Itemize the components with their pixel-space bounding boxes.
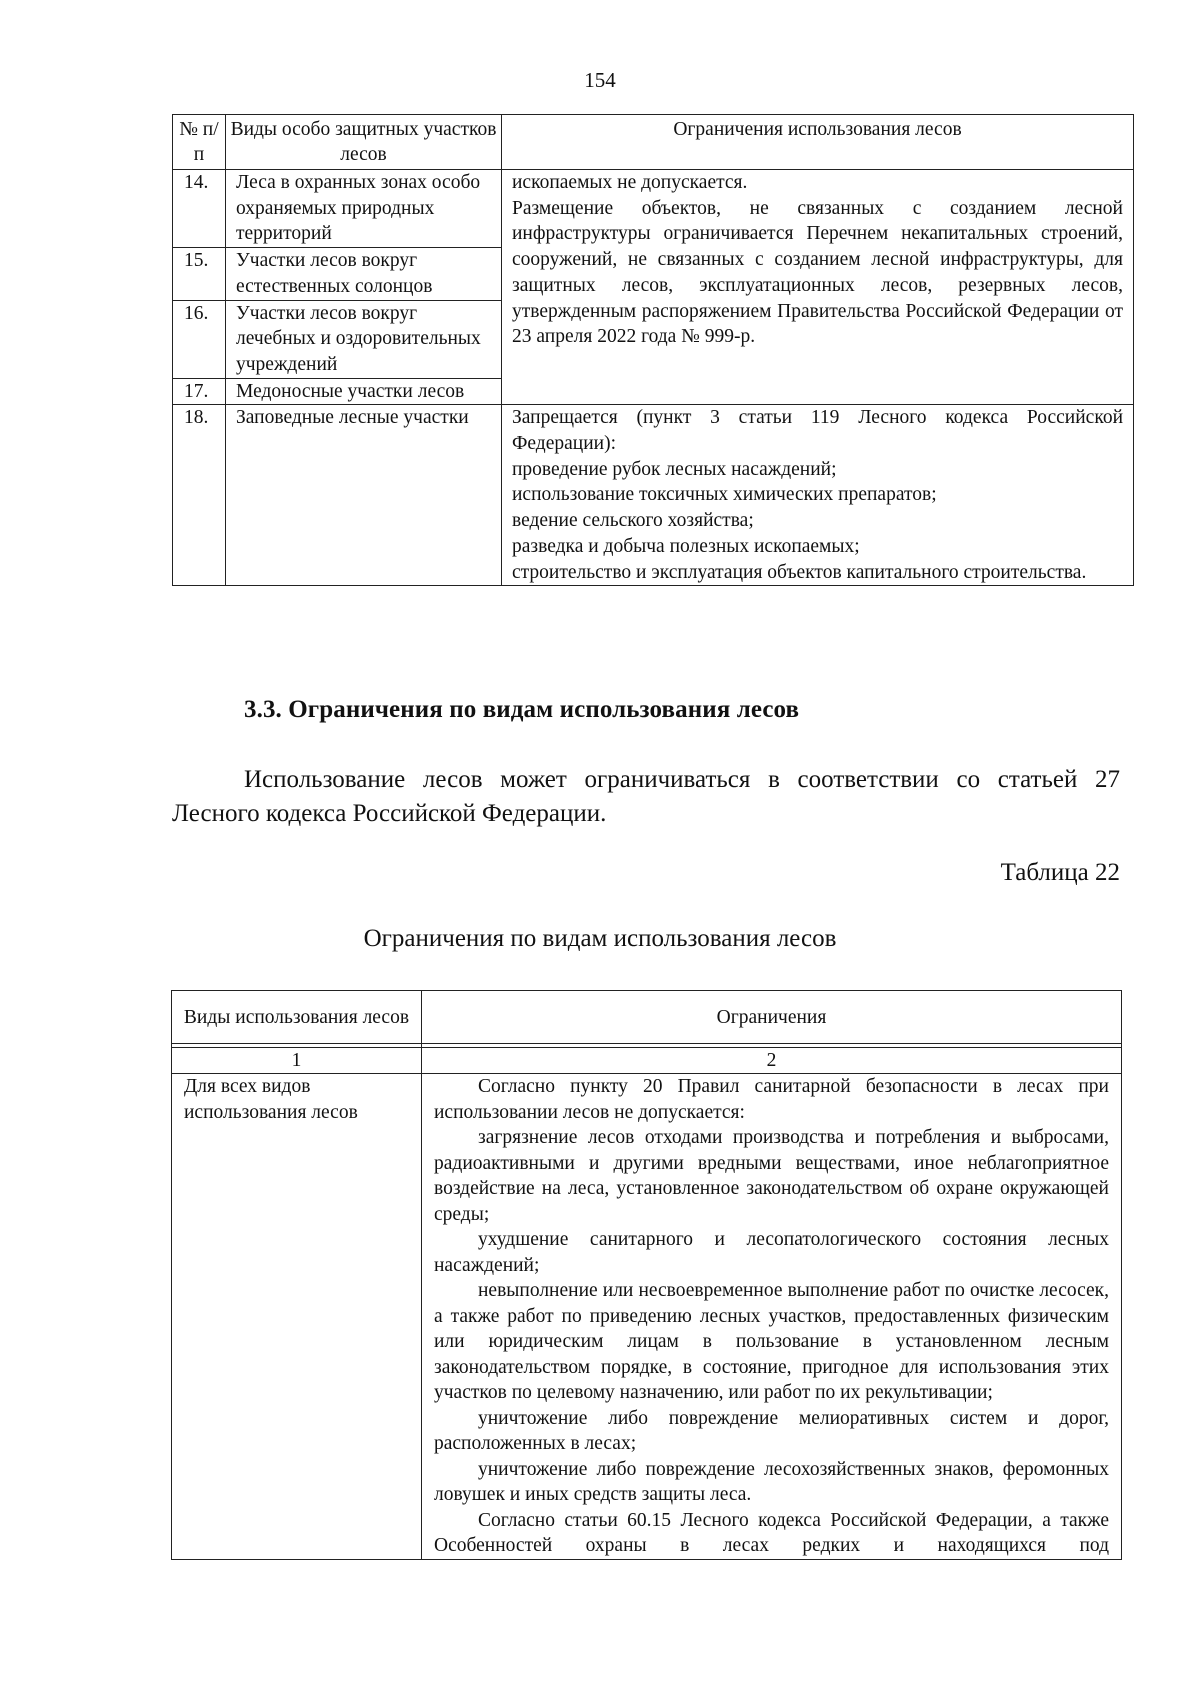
row-num: 17. [173, 378, 226, 405]
row-kind: Участки лесов вокруг лечебных и оздоровительных учреждений [226, 300, 502, 378]
page-number: 154 [584, 68, 616, 92]
section-intro: Использование лесов может ограничиваться в соответствии со статьей 27 Лесного кодекса Российской Федерации. [172, 766, 1120, 827]
row18-restriction-cell [502, 405, 1134, 586]
restriction-text: Размещение объектов, не связанных с созданием лесной инфраструктуры ограничивается Перечнем некапитальных строений, сооружений, не связанных с созданием лесной инфраструктуры, для защитных лесов, эксплуатационных лесов, резервных лесов, утвержденным распоряжением Правительства Российской Федерации от 23 апреля 2022 года № 999-р. [512, 197, 1123, 348]
table-row [173, 405, 1134, 586]
row-kind: Медоносные участки лесов [226, 378, 502, 405]
protective-areas-table [172, 114, 1134, 586]
table-row [173, 170, 1134, 248]
paragraph: Согласно статьи 60.15 Лесного кодекса Российской Федерации, а также Особенностей охраны в лесах редких и находящихся под [434, 1509, 1109, 1556]
paragraph: уничтожение либо повреждение лесохозяйственных знаков, феромонных ловушек и иных средств защиты леса. [434, 1458, 1109, 1505]
row-num: 15. [173, 248, 226, 300]
paragraph: загрязнение лесов отходами производства и потребления и выбросами, радиоактивными и другими вредными веществами, иное неблагоприятное воздействие на леса, установленное законодательством об охране окружающей среды; [434, 1127, 1109, 1225]
row-num: 16. [173, 300, 226, 378]
column-index-row [172, 1048, 1122, 1074]
table-row [172, 1074, 1122, 1560]
restriction-item: проведение рубок лесных насаждений; [512, 458, 837, 480]
column-index: 1 [172, 1048, 422, 1074]
row-restrictions [422, 1074, 1122, 1560]
table-number: Таблица 22 [1000, 859, 1120, 886]
table-header-row [173, 115, 1134, 170]
table-header-row [172, 991, 1122, 1044]
section-title: 3.3. Ограничения по видам использования лесов [244, 696, 800, 723]
row-num: 14. [173, 170, 226, 248]
header-num: № п/п [173, 115, 226, 170]
restriction-intro: Запрещается (пункт 3 статьи 119 Лесного кодекса Российской Федерации): [512, 407, 1123, 455]
header-restrictions: Ограничения использования лесов [502, 115, 1134, 170]
row-kind: Участки лесов вокруг естественных солонцов [226, 248, 502, 300]
restriction-item: ведение сельского хозяйства; [512, 510, 754, 532]
row-num: 18. [173, 405, 226, 586]
restriction-continuation: ископаемых не допускается. [512, 172, 748, 193]
restriction-item: использование токсичных химических препаратов; [512, 484, 937, 506]
paragraph: невыполнение или несвоевременное выполнение работ по очистке лесосек, а также работ по приведению лесных участков, предоставленных физическим или юридическим лицам в пользование в установленном лесным законодательством порядке, в состояние, пригодное для использования этих участков по целевому назначению, или работ по их рекультивации; [434, 1280, 1109, 1403]
paragraph: ухудшение санитарного и лесопатологического состояния лесных насаждений; [434, 1229, 1109, 1276]
restriction-item: разведка и добыча полезных ископаемых; [512, 535, 860, 557]
restriction-item: строительство и эксплуатация объектов капитального строительства. [512, 561, 1087, 583]
table-caption: Ограничения по видам использования лесов [363, 925, 837, 952]
paragraph: Согласно пункту 20 Правил санитарной безопасности в лесах при использовании лесов не допускается: [434, 1076, 1109, 1123]
row-kind: Заповедные лесные участки [226, 405, 502, 586]
header-kind: Виды использования лесов [172, 991, 422, 1044]
header-kind: Виды особо защитных участков лесов [226, 115, 502, 170]
usage-restrictions-table [171, 990, 1122, 1560]
merged-restriction-cell [502, 170, 1134, 405]
column-index: 2 [422, 1048, 1122, 1074]
paragraph: уничтожение либо повреждение мелиоративных систем и дорог, расположенных в лесах; [434, 1407, 1109, 1454]
header-restrictions: Ограничения [422, 991, 1122, 1044]
row-kind: Для всех видов использования лесов [172, 1074, 422, 1560]
row-kind: Леса в охранных зонах особо охраняемых природных территорий [226, 170, 502, 248]
